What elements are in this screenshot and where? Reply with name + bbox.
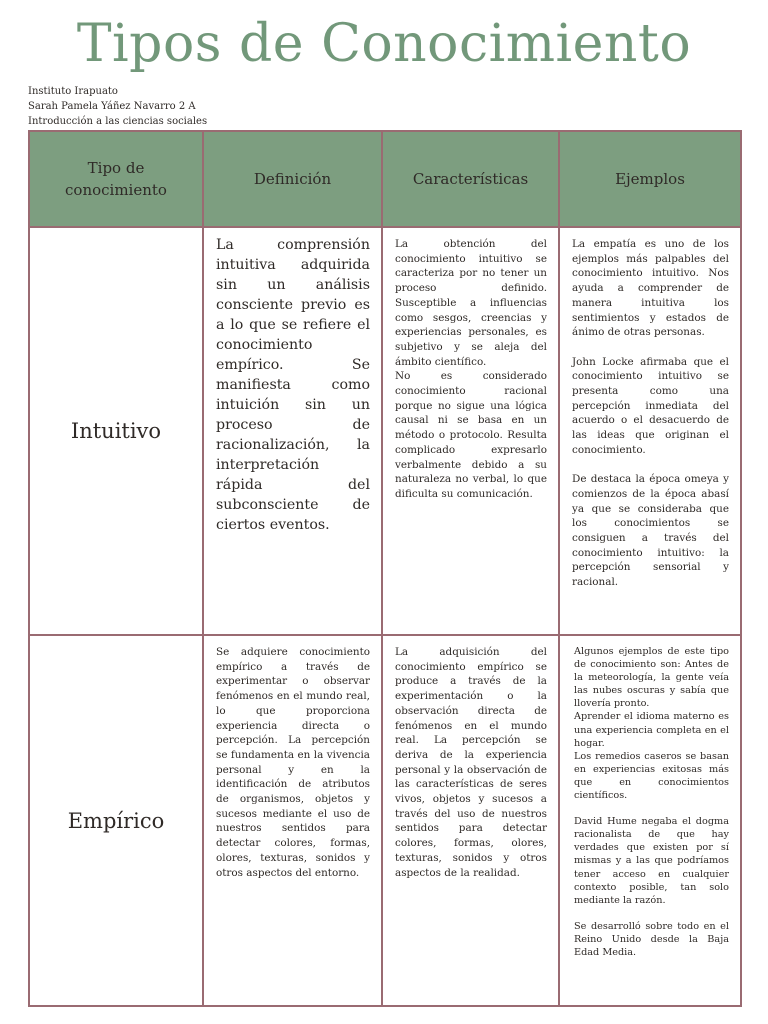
row-label-intuitive: Intuitivo [29,227,203,635]
examples-cell-empirical [559,635,741,1006]
author-name: Sarah Pamela Yáñez Navarro 2 A [28,101,196,112]
page-title: Tipos de Conocimiento [76,14,692,74]
header-definition: Definición [203,131,382,227]
school-name: Instituto Irapuato [28,86,118,97]
examples-cell-intuitive [559,227,741,635]
definition-cell-intuitive [203,227,382,635]
example-paragraph: David Hume negaba el dogma racionalista de que hay verdades que existen por sí mismas y a las que podríamos tener acceso en cualquier contexto posible, tan solo mediante la razón. [574,816,729,906]
example-paragraph: Los remedios caseros se basan en experiencias exitosas más que en conocimientos científicos. [574,750,729,802]
course-name: Introducción a las ciencias sociales [28,116,208,127]
characteristics-paragraph: No es considerado conocimiento racional porque no sigue una lógica causal ni se basa en un método o protocolo. Resulta complicado expresarlo verbalmente debido a su naturaleza no verbal, lo que dificulta su comunicación. [395,370,547,500]
header-examples: Ejemplos [559,131,741,227]
header-characteristics: Características [382,131,559,227]
definition-text: La comprensión intuitiva adquirida sin un análisis consciente previo es a lo que se refiere el conocimiento empírico. Se manifiesta como intuición sin un proceso de racionalización, la interpretación rápida del subconsciente de ciertos eventos. [216,237,370,533]
characteristics-cell-empirical [382,635,559,1006]
table-header-row [29,131,741,227]
example-paragraph: Se desarrolló sobre todo en el Reino Unido desde la Baja Edad Media. [574,920,729,958]
characteristics-paragraph: La adquisición del conocimiento empírico se produce a través de la experimentación o la observación directa de fenómenos en el mundo real. La percepción se deriva de la experiencia personal y la observación de las características de seres vivos, objetos y sucesos a través del uso de nuestros sentidos para detectar colores, formas, olores, texturas, sonidos y otros aspectos de la realidad. [395,646,547,879]
example-paragraph: Aprender el idioma materno es una experiencia completa en el hogar. [574,711,729,749]
document-info [28,84,207,129]
knowledge-types-table [28,130,742,1007]
example-paragraph: De destaca la época omeya y comienzos de la época abasí ya que se consideraba que los conocimientos se consiguen a través del conocimiento intuitivo: la percepción sensorial y racional. [572,473,729,589]
definition-cell-empirical [203,635,382,1006]
table-row-empirical [29,635,741,1006]
characteristics-cell-intuitive [382,227,559,635]
example-paragraph: Algunos ejemplos de este tipo de conocimiento son: Antes de la meteorología, la gente veía las nubes oscuras y sabía que llovería pronto. [574,646,729,710]
definition-text: Se adquiere conocimiento empírico a través de experimentar o observar fenómenos en el mundo real, lo que proporciona experiencia directa o percepción. La percepción se fundamenta en la vivencia personal y en la identificación de atributos de organismos, objetos y sucesos mediante el uso de nuestros sentidos para detectar colores, formas, olores, texturas, sonidos y otros aspectos del entorno. [216,646,370,879]
row-label-empirical: Empírico [29,635,203,1006]
characteristics-paragraph: La obtención del conocimiento intuitivo se caracteriza por no tener un proceso definido. Susceptible a influencias como sesgos, creencias y experiencias personales, es subjetivo y se aleja del ámbito científico. [395,238,547,368]
table-row-intuitive [29,227,741,635]
header-type: Tipo de conocimiento [29,131,203,227]
example-paragraph: La empatía es uno de los ejemplos más palpables del conocimiento intuitivo. Nos ayuda a comprender de manera intuitiva los sentimientos y estados de ánimo de otras personas. [572,238,729,339]
example-paragraph: John Locke afirmaba que el conocimiento intuitivo se presenta como una percepción inmediata del acuerdo o el desacuerdo de las ideas que originan el conocimiento. [572,355,729,456]
